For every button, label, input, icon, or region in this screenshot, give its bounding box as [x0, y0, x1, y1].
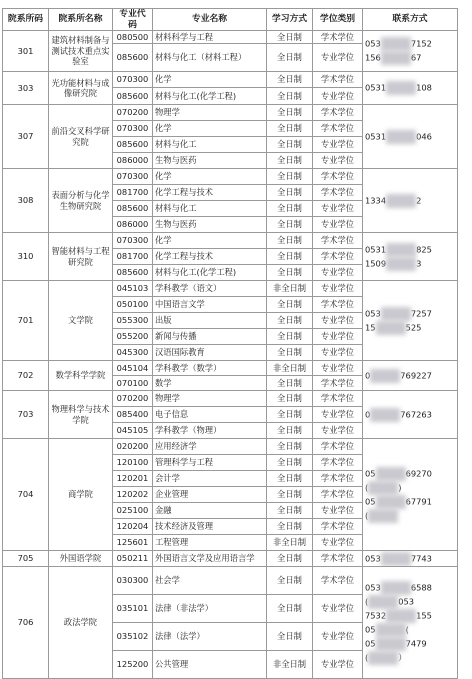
degree-type-cell: 学术学位: [313, 551, 363, 567]
study-mode-cell: 全日制: [267, 391, 313, 407]
contact-line: [365, 243, 455, 257]
study-mode-cell: 全日制: [267, 137, 313, 153]
contact-visible-suffix: 69270: [405, 468, 432, 478]
redaction-blur: [368, 651, 398, 665]
major-code-cell: 070300: [113, 72, 153, 88]
study-mode-cell: 全日制: [267, 329, 313, 345]
table-row: [3, 391, 458, 407]
table-row: [3, 233, 458, 249]
contact-line: [365, 581, 455, 595]
redaction-blur: [376, 623, 406, 637]
contact-visible-suffix: (: [405, 624, 409, 634]
dept-name-cell: 外国语学院: [49, 551, 113, 567]
major-name-cell: 生物与医药: [153, 217, 267, 233]
dept-name-cell: 智能材料与工程研究院: [49, 233, 113, 281]
redaction-blur: [370, 369, 400, 383]
degree-type-cell: 学术学位: [313, 233, 363, 249]
header-major-code: 专业代码: [113, 9, 153, 31]
study-mode-cell: 全日制: [267, 233, 313, 249]
dept-code-cell: 308: [3, 169, 49, 233]
table-row: [3, 439, 458, 455]
contact-visible-prefix: (: [365, 482, 369, 492]
degree-type-cell: 学术学位: [313, 567, 363, 595]
dept-code-cell: 704: [3, 439, 49, 551]
degree-type-cell: 学术学位: [313, 487, 363, 503]
degree-type-cell: 专业学位: [313, 345, 363, 361]
study-mode-cell: 全日制: [267, 297, 313, 313]
contact-line: [365, 495, 455, 509]
degree-type-cell: 专业学位: [313, 423, 363, 439]
study-mode-cell: 全日制: [267, 595, 313, 623]
contact-visible-suffix: 3: [416, 258, 422, 268]
study-mode-cell: 全日制: [267, 487, 313, 503]
major-code-cell: 120100: [113, 455, 153, 471]
major-name-cell: 化学工程与技术: [153, 249, 267, 265]
major-name-cell: 外国语言文学及应用语言学: [153, 551, 267, 567]
major-name-cell: 材料与化工(化学工程): [153, 88, 267, 105]
redaction-blur: [386, 194, 416, 208]
major-name-cell: 法律（非法学）: [153, 595, 267, 623]
major-code-cell: 081700: [113, 185, 153, 201]
major-code-cell: 025100: [113, 503, 153, 519]
major-name-cell: 应用经济学: [153, 439, 267, 455]
major-code-cell: 085600: [113, 137, 153, 153]
contact-visible-prefix: 053: [365, 582, 381, 592]
contact-cell: [363, 105, 458, 169]
contact-cell: [363, 439, 458, 551]
table-row: [3, 551, 458, 567]
major-name-cell: 物理学: [153, 391, 267, 407]
study-mode-cell: 全日制: [267, 265, 313, 281]
major-code-cell: 120202: [113, 487, 153, 503]
major-code-cell: 020200: [113, 439, 153, 455]
dept-code-cell: 701: [3, 281, 49, 361]
dept-name-cell: 商学院: [49, 439, 113, 551]
degree-type-cell: 学术学位: [313, 249, 363, 265]
contact-line: [365, 369, 455, 383]
degree-type-cell: 专业学位: [313, 265, 363, 281]
major-code-cell: 070200: [113, 391, 153, 407]
contact-visible-prefix: 05: [365, 468, 376, 478]
major-code-cell: 085600: [113, 44, 153, 72]
header-contact: 联系方式: [363, 9, 458, 31]
dept-code-cell: 703: [3, 391, 49, 439]
contact-line: [365, 321, 455, 335]
major-code-cell: 045300: [113, 345, 153, 361]
contact-visible-suffix: 2: [416, 195, 422, 205]
redaction-blur: [368, 509, 398, 523]
dept-code-cell: 301: [3, 31, 49, 72]
contact-line: [365, 467, 455, 481]
major-name-cell: 会计学: [153, 471, 267, 487]
study-mode-cell: 全日制: [267, 185, 313, 201]
contact-visible-prefix: 053: [365, 308, 381, 318]
redaction-blur: [381, 37, 411, 51]
major-name-cell: 社会学: [153, 567, 267, 595]
contact-visible-suffix: 67: [410, 52, 422, 63]
major-name-cell: 材料与化工(化学工程): [153, 265, 267, 281]
contact-visible-prefix: (: [365, 652, 369, 662]
major-code-cell: 085400: [113, 407, 153, 423]
major-name-cell: 学科教学（语文）: [153, 281, 267, 297]
contact-visible-prefix: 0531: [365, 131, 387, 141]
study-mode-cell: 非全日制: [267, 361, 313, 376]
major-code-cell: 120201: [113, 471, 153, 487]
major-name-cell: 材料与化工: [153, 201, 267, 217]
major-name-cell: 新闻与传播: [153, 329, 267, 345]
major-name-cell: 企业管理: [153, 487, 267, 503]
study-mode-cell: 全日制: [267, 376, 313, 391]
dept-name-cell: 表面分析与化学生物研究院: [49, 169, 113, 233]
contact-visible-prefix: 0531: [365, 244, 387, 254]
major-code-cell: 085600: [113, 201, 153, 217]
dept-name-cell: 前沿交叉科学研究院: [49, 105, 113, 169]
redaction-blur: [376, 495, 406, 509]
redaction-blur: [376, 467, 406, 481]
major-code-cell: 070300: [113, 121, 153, 137]
degree-type-cell: 专业学位: [313, 217, 363, 233]
degree-type-cell: 学术学位: [313, 185, 363, 201]
major-code-cell: 120204: [113, 519, 153, 535]
study-mode-cell: 全日制: [267, 503, 313, 519]
contact-visible-prefix: 05: [365, 638, 376, 648]
major-name-cell: 电子信息: [153, 407, 267, 423]
study-mode-cell: 非全日制: [267, 535, 313, 551]
study-mode-cell: 全日制: [267, 153, 313, 169]
major-code-cell: 070200: [113, 105, 153, 121]
table-body: [3, 31, 458, 679]
major-code-cell: 085600: [113, 265, 153, 281]
contact-visible-suffix: 6588: [410, 582, 432, 592]
major-code-cell: 070300: [113, 169, 153, 185]
dept-name-cell: 政法学院: [49, 567, 113, 679]
contact-line: [365, 130, 455, 144]
degree-type-cell: 专业学位: [313, 281, 363, 297]
degree-type-cell: 专业学位: [313, 44, 363, 72]
major-name-cell: 材料与化工（材料工程）: [153, 44, 267, 72]
contact-visible-prefix: 156: [365, 52, 381, 63]
major-code-cell: 081700: [113, 249, 153, 265]
header-degree-type: 学位类别: [313, 9, 363, 31]
study-mode-cell: 全日制: [267, 407, 313, 423]
major-name-cell: 汉语国际教育: [153, 345, 267, 361]
redaction-blur: [381, 51, 411, 65]
major-code-cell: 045105: [113, 423, 153, 439]
dept-name-cell: 文学院: [49, 281, 113, 361]
dept-code-cell: 303: [3, 72, 49, 105]
contact-cell: [363, 233, 458, 281]
contact-line: [365, 194, 455, 208]
header-study-mode: 学习方式: [267, 9, 313, 31]
degree-type-cell: 学术学位: [313, 169, 363, 185]
major-code-cell: 080500: [113, 31, 153, 44]
dept-code-cell: 705: [3, 551, 49, 567]
degree-type-cell: 学术学位: [313, 31, 363, 44]
degree-type-cell: 专业学位: [313, 153, 363, 169]
major-code-cell: 125200: [113, 651, 153, 679]
major-name-cell: 化学工程与技术: [153, 185, 267, 201]
contact-visible-suffix: 053: [398, 596, 415, 606]
contact-cell: [363, 391, 458, 439]
contact-cell: [363, 567, 458, 679]
degree-type-cell: 专业学位: [313, 535, 363, 551]
redaction-blur: [368, 481, 398, 495]
major-code-cell: 070300: [113, 233, 153, 249]
contact-line: [365, 408, 455, 422]
contact-visible-suffix: ）: [398, 652, 407, 662]
table-row: [3, 169, 458, 185]
contact-line: [365, 509, 455, 523]
table-row: [3, 105, 458, 121]
contact-visible-prefix: 7532: [365, 610, 387, 620]
major-code-cell: 086000: [113, 217, 153, 233]
major-name-cell: 化学: [153, 121, 267, 137]
contact-cell: [363, 281, 458, 361]
degree-type-cell: 学术学位: [313, 376, 363, 391]
degree-type-cell: 学术学位: [313, 105, 363, 121]
study-mode-cell: 全日制: [267, 31, 313, 44]
degree-type-cell: 学术学位: [313, 519, 363, 535]
degree-type-cell: 学术学位: [313, 121, 363, 137]
contact-visible-prefix: 05: [365, 496, 376, 506]
contact-visible-suffix: 525: [405, 322, 422, 332]
major-name-cell: 工程管理: [153, 535, 267, 551]
dept-code-cell: 706: [3, 567, 49, 679]
study-mode-cell: 全日制: [267, 121, 313, 137]
study-mode-cell: 非全日制: [267, 651, 313, 679]
contact-visible-prefix: 1334: [365, 195, 387, 205]
study-mode-cell: 全日制: [267, 249, 313, 265]
redaction-blur: [370, 408, 400, 422]
major-code-cell: 045104: [113, 361, 153, 376]
redaction-blur: [381, 307, 411, 321]
header-major-name: 专业名称: [153, 9, 267, 31]
study-mode-cell: 全日制: [267, 105, 313, 121]
redaction-blur: [386, 130, 416, 144]
degree-type-cell: 专业学位: [313, 88, 363, 105]
redaction-blur: [381, 581, 411, 595]
major-name-cell: 学科教学（数学）: [153, 361, 267, 376]
contact-visible-prefix: 053: [365, 38, 381, 49]
table-row: [3, 31, 458, 44]
study-mode-cell: 全日制: [267, 623, 313, 651]
dept-code-cell: 307: [3, 105, 49, 169]
contact-visible-suffix: 67791: [405, 496, 432, 506]
dept-code-cell: 310: [3, 233, 49, 281]
degree-type-cell: 专业学位: [313, 361, 363, 376]
major-name-cell: 学科教学（物理）: [153, 423, 267, 439]
study-mode-cell: 全日制: [267, 72, 313, 88]
contact-line: [365, 307, 455, 321]
contact-line: [365, 609, 455, 623]
redaction-blur: [386, 243, 416, 257]
degree-type-cell: 学术学位: [313, 455, 363, 471]
contact-visible-suffix: 7257: [410, 308, 432, 318]
degree-type-cell: 专业学位: [313, 407, 363, 423]
contact-visible-suffix: 155: [416, 610, 432, 620]
contact-line: [365, 552, 455, 566]
table-row: [3, 281, 458, 297]
contact-visible-suffix: ): [398, 482, 402, 492]
major-name-cell: 公共管理: [153, 651, 267, 679]
degree-type-cell: 学术学位: [313, 391, 363, 407]
degree-type-cell: 专业学位: [313, 329, 363, 345]
major-code-cell: 055300: [113, 313, 153, 329]
study-mode-cell: 全日制: [267, 313, 313, 329]
degree-type-cell: 专业学位: [313, 651, 363, 679]
contact-visible-prefix: 1509: [365, 258, 387, 268]
study-mode-cell: 全日制: [267, 471, 313, 487]
study-mode-cell: 全日制: [267, 88, 313, 105]
contact-visible-prefix: 053: [365, 553, 381, 563]
contact-cell: [363, 551, 458, 567]
table-row: [3, 72, 458, 88]
contact-visible-prefix: 0: [365, 370, 371, 380]
major-code-cell: 070100: [113, 376, 153, 391]
major-name-cell: 技术经济及管理: [153, 519, 267, 535]
contact-visible-suffix: 108: [416, 82, 432, 93]
contact-visible-suffix: 7743: [410, 553, 432, 563]
dept-name-cell: 光功能材料与成像研究院: [49, 72, 113, 105]
major-name-cell: 数学: [153, 376, 267, 391]
degree-type-cell: 学术学位: [313, 439, 363, 455]
contact-visible-prefix: 05: [365, 624, 376, 634]
study-mode-cell: 全日制: [267, 423, 313, 439]
study-mode-cell: 全日制: [267, 345, 313, 361]
study-mode-cell: 全日制: [267, 44, 313, 72]
major-code-cell: 050100: [113, 297, 153, 313]
contact-cell: [363, 361, 458, 391]
contact-visible-suffix: 825: [416, 244, 432, 254]
major-name-cell: 中国语言文学: [153, 297, 267, 313]
major-code-cell: 035102: [113, 623, 153, 651]
contact-line: [365, 37, 455, 51]
major-name-cell: 物理学: [153, 105, 267, 121]
contact-line: [365, 595, 455, 609]
study-mode-cell: 全日制: [267, 551, 313, 567]
major-code-cell: 035101: [113, 595, 153, 623]
contact-visible-prefix: 15: [365, 322, 376, 332]
degree-type-cell: 专业学位: [313, 313, 363, 329]
study-mode-cell: 全日制: [267, 439, 313, 455]
degree-type-cell: 学术学位: [313, 72, 363, 88]
dept-name-cell: 建筑材料制备与测试技术重点实验室: [49, 31, 113, 72]
study-mode-cell: 全日制: [267, 519, 313, 535]
degree-type-cell: 学术学位: [313, 297, 363, 313]
contact-visible-prefix: (: [365, 596, 369, 606]
dept-name-cell: 数学科学学院: [49, 361, 113, 391]
dept-name-cell: 物理科学与技术学院: [49, 391, 113, 439]
redaction-blur: [368, 595, 398, 609]
redaction-blur: [386, 257, 416, 271]
contact-cell: [363, 72, 458, 105]
degree-type-cell: 专业学位: [313, 623, 363, 651]
header-dept-name: 院系所名称: [49, 9, 113, 31]
major-name-cell: 化学: [153, 233, 267, 249]
dept-code-cell: 702: [3, 361, 49, 391]
major-name-cell: 出版: [153, 313, 267, 329]
major-code-cell: 045103: [113, 281, 153, 297]
redaction-blur: [376, 321, 406, 335]
program-table: [2, 8, 458, 679]
contact-visible-suffix: 7152: [410, 38, 432, 49]
study-mode-cell: 全日制: [267, 217, 313, 233]
contact-line: [365, 623, 455, 637]
table-row: [3, 567, 458, 595]
study-mode-cell: 非全日制: [267, 281, 313, 297]
contact-visible-suffix: 769227: [400, 370, 432, 380]
degree-type-cell: 学术学位: [313, 471, 363, 487]
contact-visible-suffix: 767263: [400, 409, 432, 419]
degree-type-cell: 专业学位: [313, 137, 363, 153]
major-name-cell: 管理科学与工程: [153, 455, 267, 471]
study-mode-cell: 全日制: [267, 567, 313, 595]
degree-type-cell: 专业学位: [313, 595, 363, 623]
contact-line: [365, 51, 455, 65]
contact-visible-suffix: 046: [416, 131, 432, 141]
study-mode-cell: 全日制: [267, 169, 313, 185]
contact-visible-suffix: 7479: [405, 638, 427, 648]
major-code-cell: 050211: [113, 551, 153, 567]
study-mode-cell: 全日制: [267, 201, 313, 217]
contact-visible-prefix: 0531: [365, 82, 387, 93]
redaction-blur: [386, 609, 416, 623]
major-code-cell: 030300: [113, 567, 153, 595]
major-code-cell: 055200: [113, 329, 153, 345]
major-code-cell: 125601: [113, 535, 153, 551]
major-name-cell: 材料科学与工程: [153, 31, 267, 44]
redaction-blur: [386, 81, 416, 95]
table-header-row: [3, 9, 458, 31]
major-name-cell: 化学: [153, 72, 267, 88]
major-name-cell: 金融: [153, 503, 267, 519]
major-code-cell: 085600: [113, 88, 153, 105]
table-row: [3, 361, 458, 376]
contact-line: [365, 257, 455, 271]
major-name-cell: 化学: [153, 169, 267, 185]
redaction-blur: [381, 552, 411, 566]
header-dept-code: 院系所码: [3, 9, 49, 31]
major-name-cell: 生物与医药: [153, 153, 267, 169]
major-code-cell: 086000: [113, 153, 153, 169]
study-mode-cell: 全日制: [267, 455, 313, 471]
major-name-cell: 法律（法学）: [153, 623, 267, 651]
degree-type-cell: 专业学位: [313, 503, 363, 519]
contact-line: [365, 81, 455, 95]
contact-visible-prefix: 0: [365, 409, 371, 419]
degree-type-cell: 专业学位: [313, 201, 363, 217]
contact-cell: [363, 169, 458, 233]
major-name-cell: 材料与化工: [153, 137, 267, 153]
contact-visible-prefix: (: [365, 510, 369, 520]
contact-line: [365, 651, 455, 665]
contact-cell: [363, 31, 458, 72]
contact-line: [365, 481, 455, 495]
